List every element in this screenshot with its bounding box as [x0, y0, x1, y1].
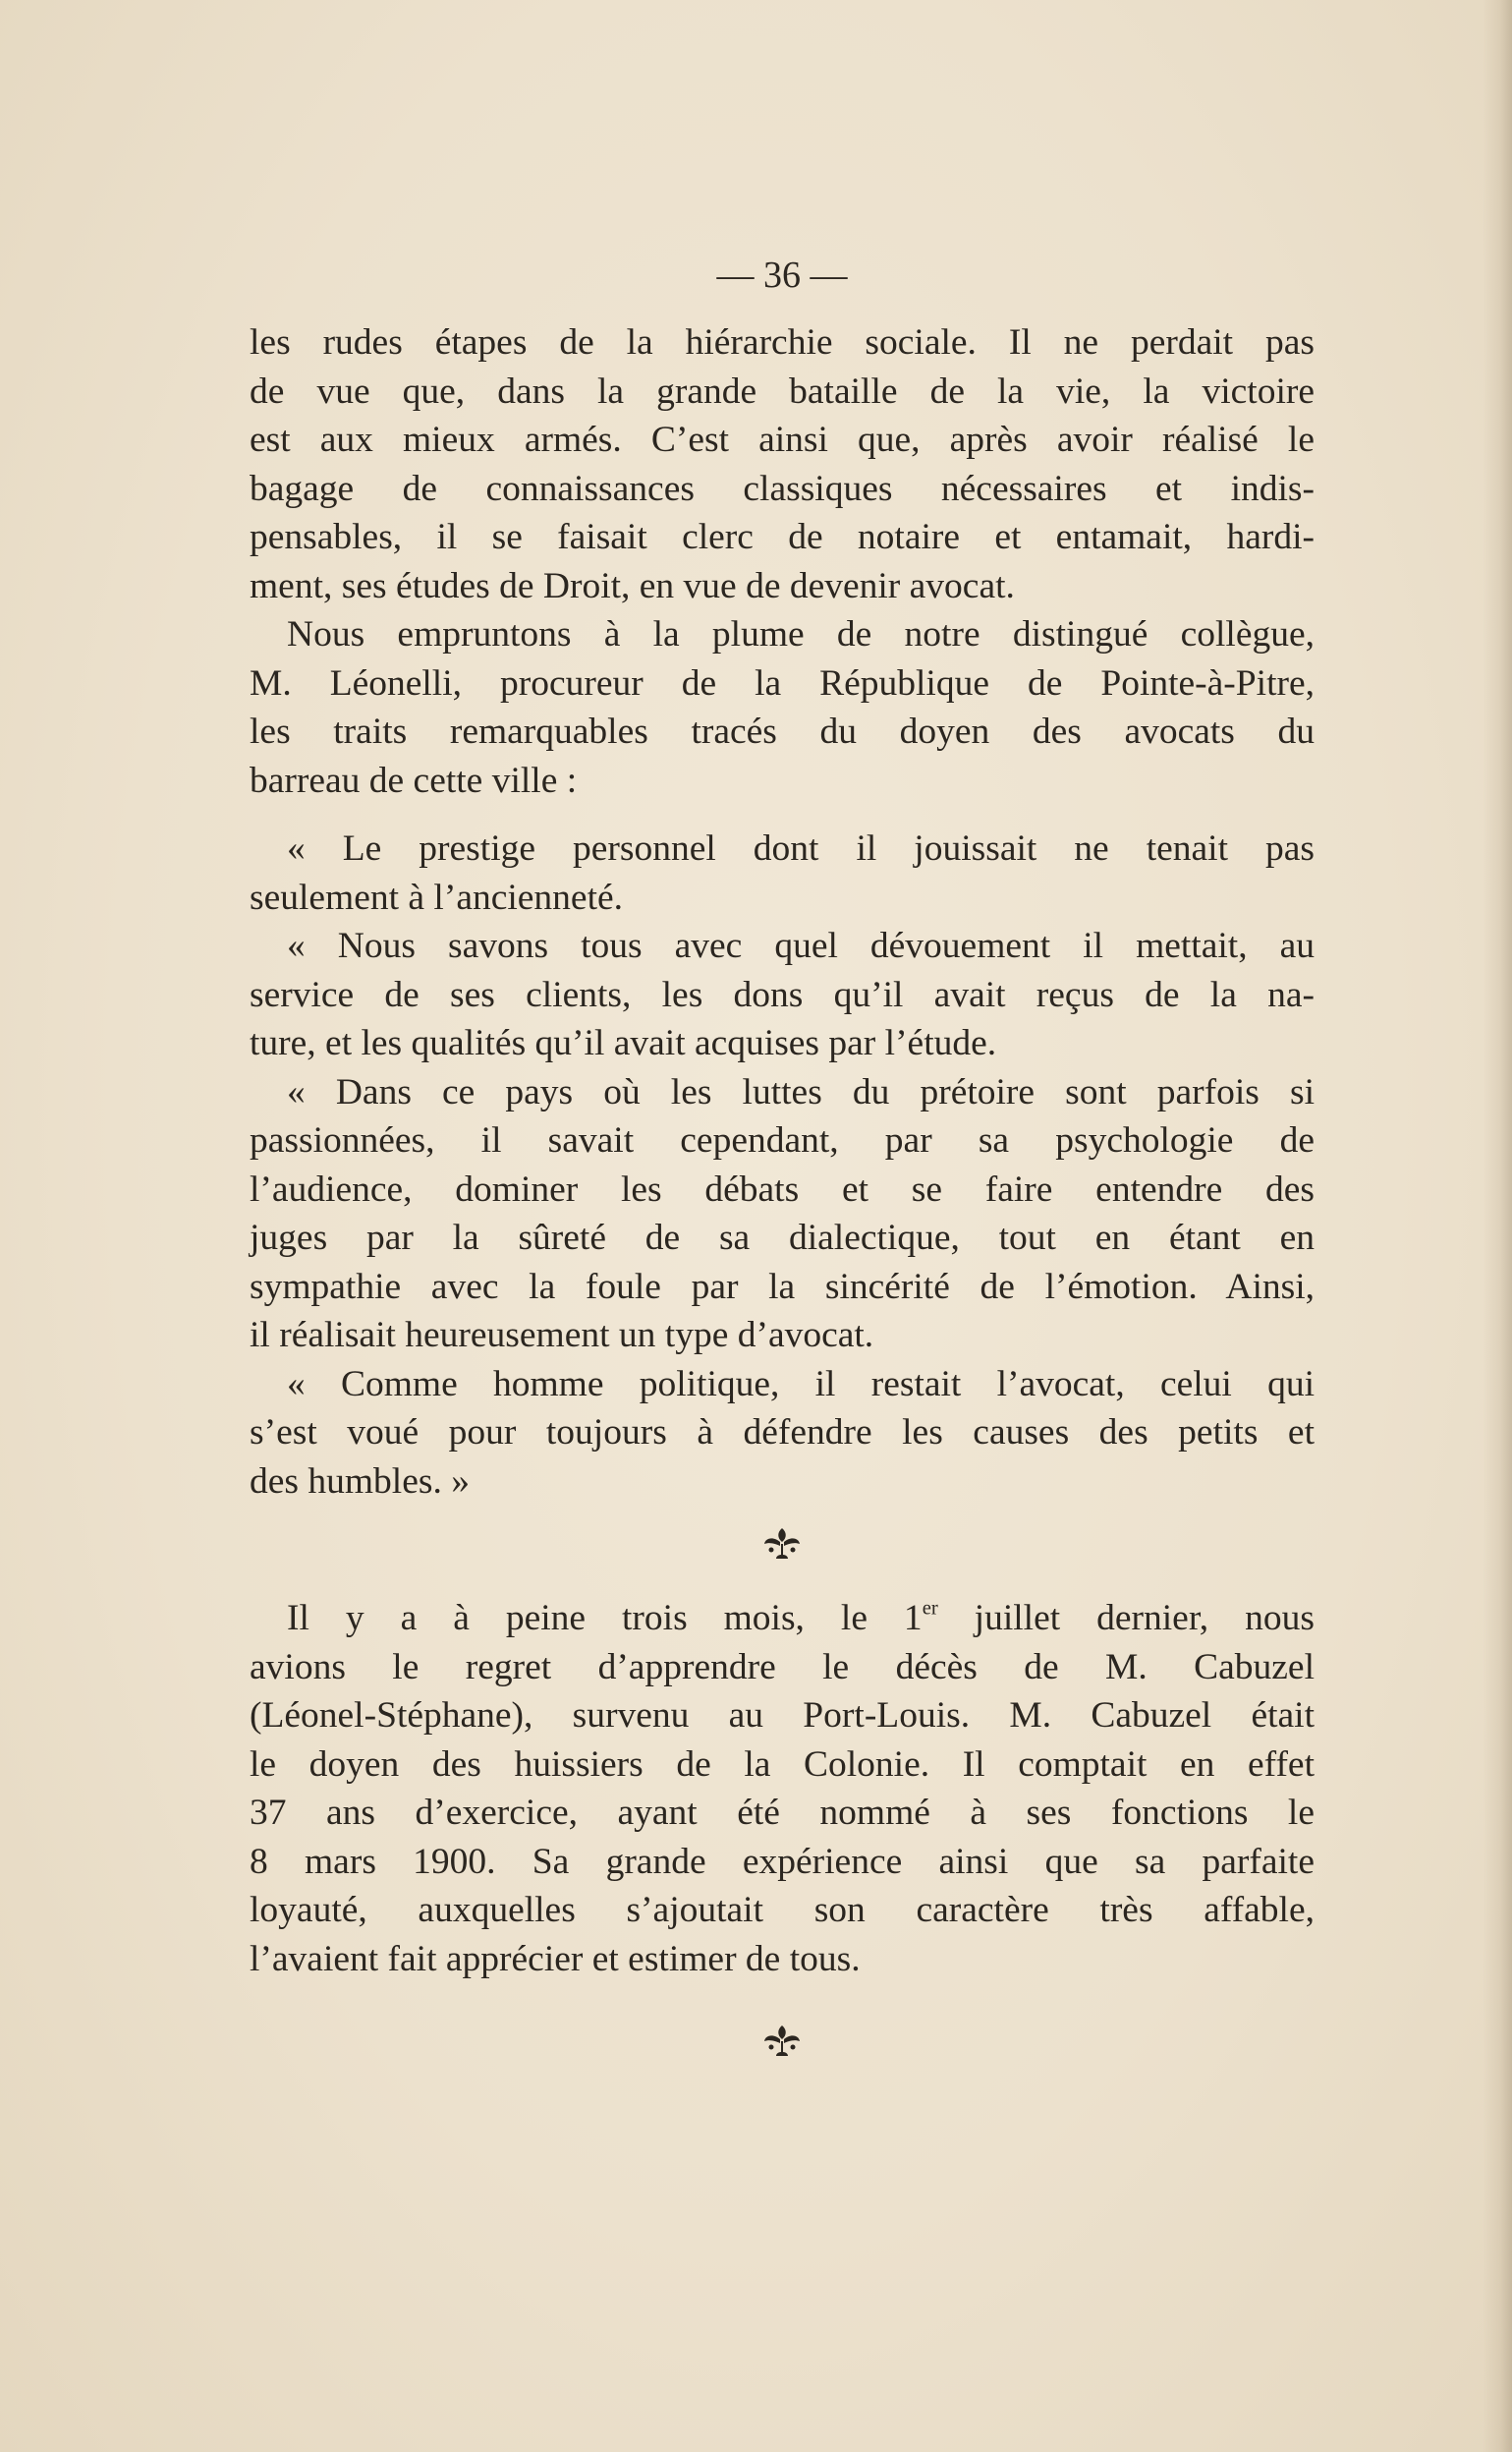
page-spine-shadow — [1483, 0, 1512, 2452]
text-line: « Dans ce pays où les luttes du prétoire sont parfois si — [287, 1071, 1315, 1112]
text-line: Nous empruntons à la plume de notre distingué collègue, — [287, 614, 1315, 655]
text-line: il réalisait heureusement un type d’avocat. — [250, 1315, 874, 1355]
fleuron-icon — [250, 2003, 1315, 2072]
page-text — [250, 246, 1315, 2072]
text-line: service de ses clients, les dons qu’il avait reçus de la na- — [250, 974, 1315, 1015]
text-line: ture, et les qualités qu’il avait acquises par l’étude. — [250, 1023, 997, 1063]
text-line: bagage de connaissances classiques nécessaires et indis- — [250, 468, 1315, 509]
text-line: M. Léonelli, procureur de la République de Pointe-à-Pitre, — [250, 662, 1315, 704]
text-line: ment, ses études de Droit, en vue de devenir avocat. — [250, 565, 1015, 606]
paragraph-1 — [250, 318, 1315, 610]
text-line: loyauté, auxquelles s’ajoutait son caractère très affable, — [250, 1890, 1315, 1930]
paragraph-3 — [250, 1594, 1315, 1983]
text-line: passionnées, il savait cependant, par sa psychologie de — [250, 1120, 1315, 1161]
text-fragment: Il y a à peine trois mois, le 1 — [287, 1598, 923, 1638]
fleuron-icon — [250, 1506, 1315, 1574]
text-line: « Le prestige personnel dont il jouissait ne tenait pas — [287, 828, 1315, 869]
text-line: pensables, il se faisait clerc de notaire et entamait, hardi- — [250, 517, 1315, 557]
text-line: est aux mieux armés. C’est ainsi que, après avoir réalisé le — [250, 420, 1315, 460]
text-line: de vue que, dans la grande bataille de la vie, la victoire — [250, 371, 1315, 412]
text-line: l’avaient fait apprécier et estimer de tous. — [250, 1938, 861, 1979]
superscript: er — [922, 1597, 938, 1620]
text-line: (Léonel-Stéphane), survenu au Port-Louis. M. Cabuzel était — [250, 1695, 1315, 1736]
text-line: barreau de cette ville : — [250, 760, 578, 801]
paragraph-2 — [250, 610, 1315, 805]
text-line: « Comme homme politique, il restait l’avocat, celui qui — [287, 1363, 1315, 1404]
text-fragment: juillet dernier, nous — [937, 1598, 1315, 1638]
quote-3 — [250, 1068, 1315, 1360]
quote-4 — [250, 1360, 1315, 1507]
text-line — [250, 1594, 1315, 1643]
page-number: — 36 — — [716, 255, 848, 296]
text-line: sympathie avec la foule par la sincérité de l’émotion. Ainsi, — [250, 1266, 1315, 1307]
text-line: seulement à l’ancienneté. — [250, 877, 624, 918]
text-line: le doyen des huissiers de la Colonie. Il comptait en effet — [250, 1743, 1315, 1785]
text-line: s’est voué pour toujours à défendre les causes des petits et — [250, 1412, 1315, 1453]
quote-2 — [250, 922, 1315, 1068]
text-line: des humbles. » — [250, 1460, 470, 1502]
text-line: les traits remarquables tracés du doyen des avocats du — [250, 712, 1315, 752]
text-line: « Nous savons tous avec quel dévouement il mettait, au — [287, 926, 1315, 966]
text-line: 8 mars 1900. Sa grande expérience ainsi que sa parfaite — [250, 1841, 1315, 1882]
text-line: l’audience, dominer les débats et se faire entendre des — [250, 1169, 1315, 1210]
text-line: avions le regret d’apprendre le décès de M. Cabuzel — [250, 1646, 1315, 1687]
text-line: les rudes étapes de la hiérarchie sociale. Il ne perdait pas — [250, 322, 1315, 363]
text-line: 37 ans d’exercice, ayant été nommé à ses fonctions le — [250, 1793, 1315, 1833]
text-line: juges par la sûreté de sa dialectique, tout en étant en — [250, 1218, 1315, 1258]
quote-1 — [250, 825, 1315, 922]
